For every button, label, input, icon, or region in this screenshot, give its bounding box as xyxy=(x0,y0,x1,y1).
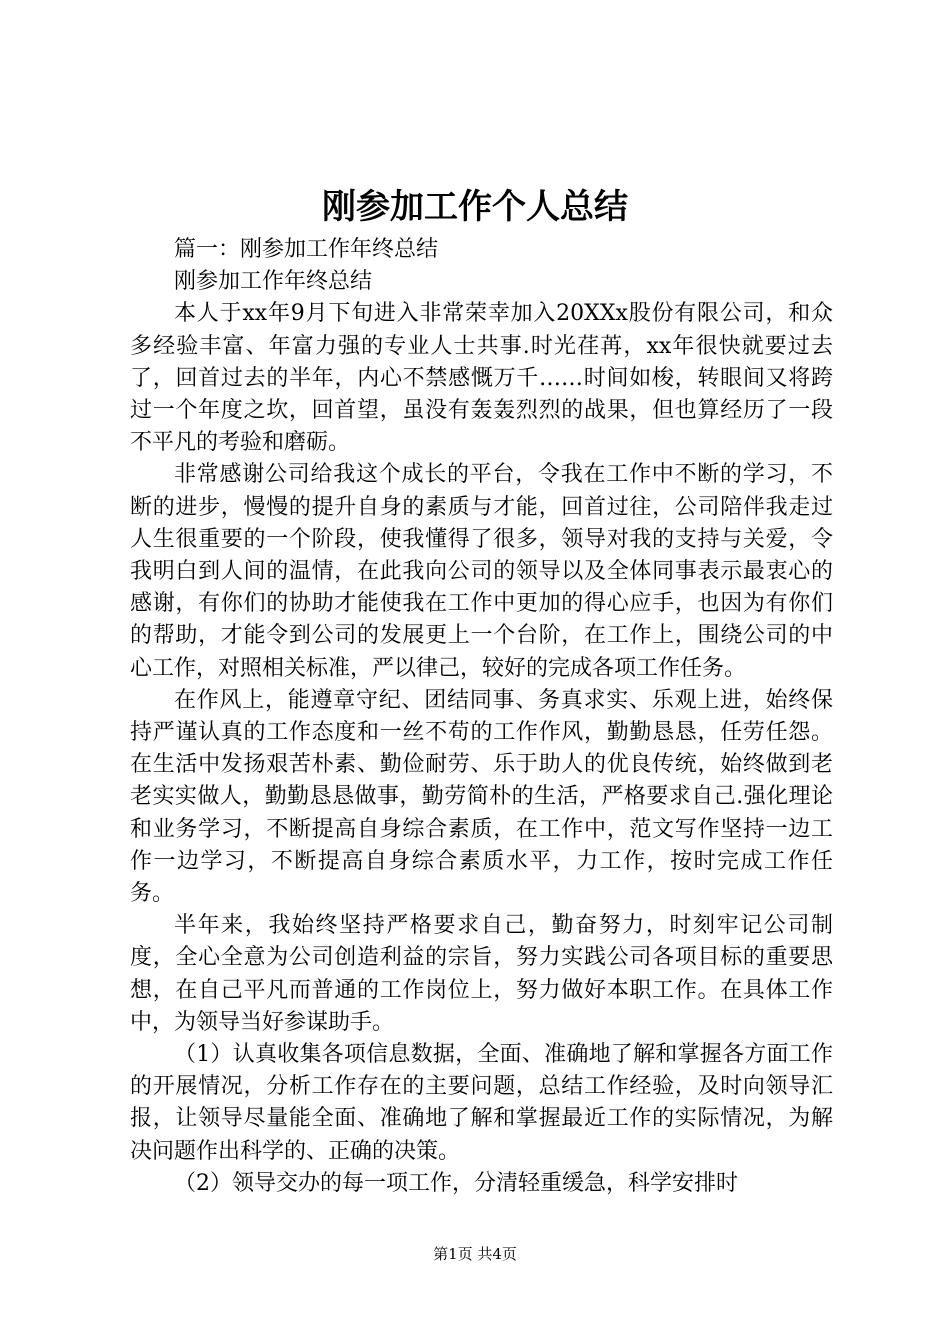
page-footer: 第1页 共4页 xyxy=(433,1245,517,1263)
paragraph: 非常感谢公司给我这个成长的平台，令我在工作中不断的学习，不断的进步，慢慢的提升自身的素质与才能，回首过往，公司陪伴我走过人生很重要的一个阶段，使我懂得了很多，领导对我的支持与关爱，令我明白到人间的温情，在此我向公司的领导以及全体同事表示最衷心的感谢，有你们的协助才能使我在工作中更加的得心应手，也因为有你们的帮助，才能令到公司的发展更上一个台阶，在工作上，围绕公司的中心工作，对照相关标准，严以律己，较好的完成各项工作任务。 xyxy=(130,462,833,681)
paragraph-section-heading: 篇一：刚参加工作年终总结 xyxy=(174,237,439,262)
paragraph-subtitle: 刚参加工作年终总结 xyxy=(174,269,373,295)
paragraph: 半年来，我始终坚持严格要求自己，勤奋努力，时刻牢记公司制度，全心全意为公司创造利益的宗旨，努力实践公司各项目标的重要思想，在自己平凡而普通的工作岗位上，努力做好本职工作。在具体工作中，为领导当好参谋助手。 xyxy=(130,913,833,1035)
paragraph: 在作风上，能遵章守纪、团结同事、务真求实、乐观上进，始终保持严谨认真的工作态度和一丝不苟的工作作风，勤勤恳恳，任劳任怨。在生活中发扬艰苦朴素、勤俭耐劳、乐于助人的优良传统，始终做到老老实实做人，勤勤恳恳做事，勤劳简朴的生活，严格要求自己.强化理论和业务学习，不断提高自身综合素质，在工作中，范文写作坚持一边工作一边学习，不断提高自身综合素质水平，力工作，按时完成工作任务。 xyxy=(130,687,833,907)
paragraph: （1）认真收集各项信息数据，全面、准确地了解和掌握各方面工作的开展情况，分析工作存在的主要问题，总结工作经验，及时向领导汇报，让领导尽量能全面、准确地了解和掌握最近工作的实际情况，为解决问题作出科学的、正确的决策。 xyxy=(130,1042,833,1164)
document-body xyxy=(130,234,833,1200)
document-title: 刚参加工作个人总结 xyxy=(322,187,628,227)
paragraph: （2）领导交办的每一项工作，分清轻重缓急，科学安排时 xyxy=(174,1170,738,1196)
paragraph: 本人于xx年9月下旬进入非常荣幸加入20XXx股份有限公司，和众多经验丰富、年富力强的专业人士共事.时光荏苒，xx年很快就要过去了，回首过去的半年，内心不禁感慨万千……时间如梭，转眼间又将跨过一个年度之坎，回首望，虽没有轰轰烈烈的战果，但也算经历了一段不平凡的考验和磨砺。 xyxy=(130,301,833,456)
